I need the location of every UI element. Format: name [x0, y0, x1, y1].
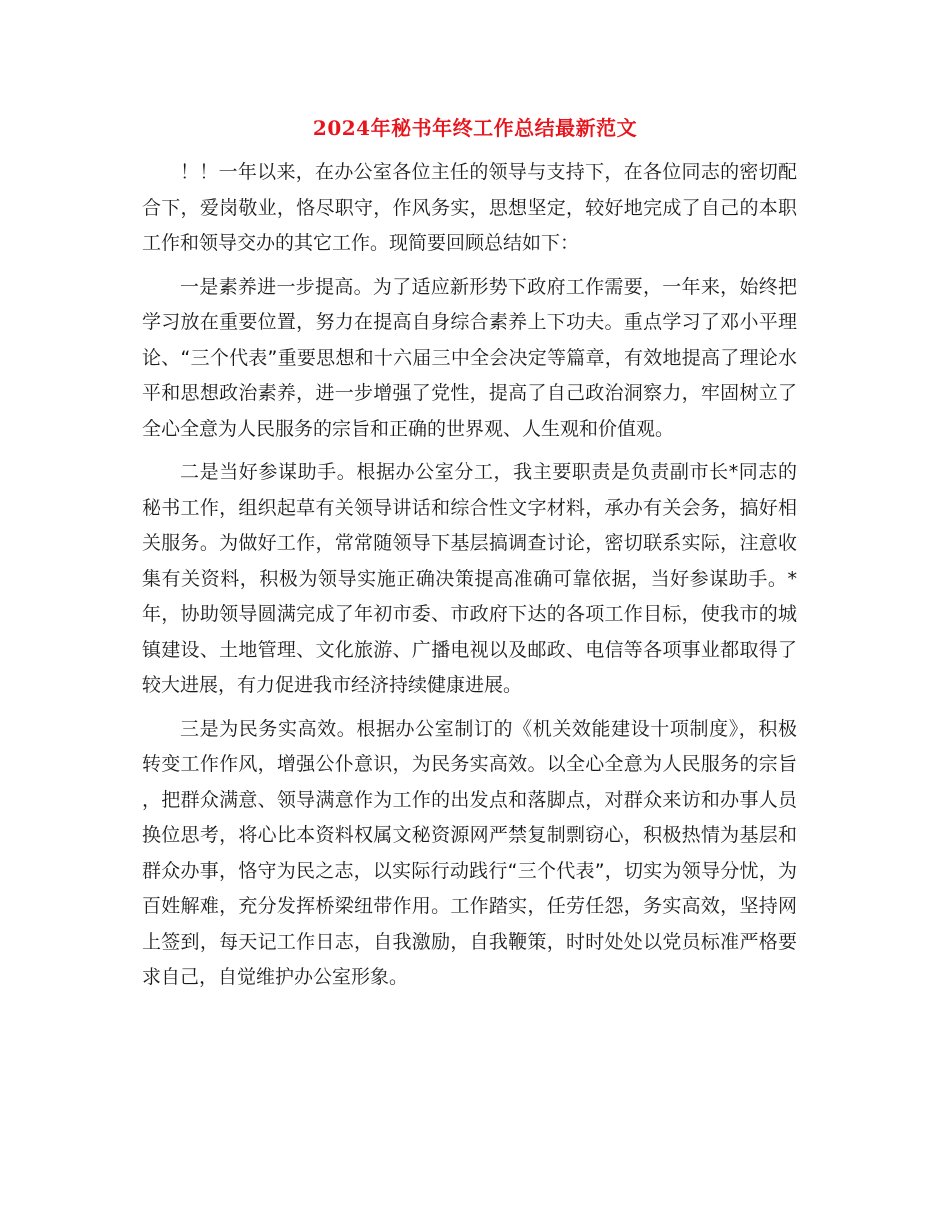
document-body — [142, 155, 797, 996]
paragraph-intro: ！！一年以来，在办公室各位主任的领导与支持下，在各位同志的密切配合下，爱岗敬业，恪尽职守，作风务实，思想坚定，较好地完成了自己的本职工作和领导交办的其它工作。现简要回顾总结如下： — [142, 161, 797, 254]
paragraph-advisor-assistant: 二是当好参谋助手。根据办公室分工，我主要职责是负责副市长*同志的秘书工作，组织起草有关领导讲话和综合性文字材料，承办有关会务，搞好相关服务。为做好工作，常常随领导下基层搞调查讨论，密切联系实际，注意收集有关资料，积极为领导实施正确决策提高准确可靠依据，当好参谋助手。*年，协助领导圆满完成了年初市委、市政府下达的各项工作目标，使我市的城镇建设、土地管理、文化旅游、广播电视以及邮政、电信等各项事业都取得了较大进展，有力促进我市经济持续健康进展。 — [142, 461, 797, 696]
paragraph-serve-people: 三是为民务实高效。根据办公室制订的《机关效能建设十项制度》，积极转变工作作风，增强公仆意识，为民务实高效。以全心全意为人民服务的宗旨，把群众满意、领导满意作为工作的出发点和落脚点，对群众来访和办事人员换位思考，将心比本资料权属文秘资源网严禁复制剽窃心，积极热情为基层和群众办事，恪守为民之志，以实际行动践行“三个代表”，切实为领导分忧，为百姓解难，充分发挥桥梁纽带作用。工作踏实，任劳任怨，务实高效，坚持网上签到，每天记工作日志，自我激励，自我鞭策，时时处处以党员标准严格要求自己，自觉维护办公室形象。 — [142, 717, 797, 988]
paragraph-quality-improvement: 一是素养进一步提高。为了适应新形势下政府工作需要，一年来，始终把学习放在重要位置，努力在提高自身综合素养上下功夫。重点学习了邓小平理论、“三个代表”重要思想和十六届三中全会决定等篇章，有效地提高了理论水平和思想政治素养，进一步增强了党性，提高了自己政治洞察力，牢固树立了全心全意为人民服务的宗旨和正确的世界观、人生观和价值观。 — [142, 275, 797, 440]
document-title: 2024年秘书年终工作总结最新范文 — [312, 116, 638, 140]
